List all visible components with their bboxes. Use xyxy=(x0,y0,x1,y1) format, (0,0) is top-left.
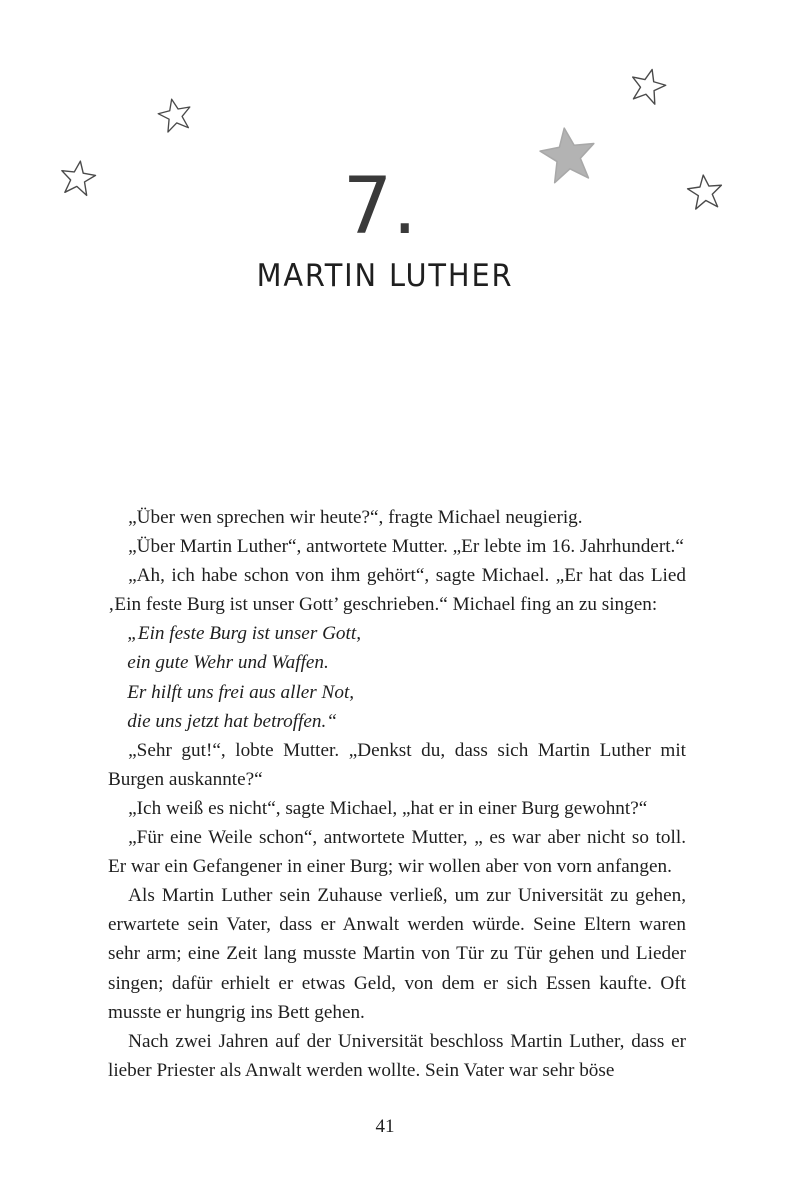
page-number: 41 xyxy=(375,1116,395,1137)
star-outline-icon xyxy=(156,96,194,134)
paragraph: „Sehr gut!“, lobte Mutter. „Denkst du, dass sich Martin Luther mit Burgen auskannte?“ xyxy=(108,739,686,790)
paragraph: Als Martin Luther sein Zuhause verließ, um zur Universität zu gehen, erwartete sein Vater, dass er Anwalt werden würde. Seine Eltern waren sehr arm; eine Zeit lang musste Martin von Tür zu Tür gehen und Lieder singen; dafür erhielt er etwas Geld, von dem er sich Essen kaufte. Oft musste er hungrig ins Bett gehen. xyxy=(108,885,686,1023)
chapter-number: 7. xyxy=(342,162,418,252)
paragraph: „Über Martin Luther“, antwortete Mutter. „Er lebte im 16. Jahrhundert.“ xyxy=(128,536,684,558)
song-verse-line: Er hilft uns frei aus aller Not, xyxy=(127,681,355,703)
paragraph: „Für eine Weile schon“, antwortete Mutter, „ es war aber nicht so toll. Er war ein Gefangener in einer Burg; wir wollen aber von vorn anfangen. xyxy=(108,827,686,878)
paragraph: Nach zwei Jahren auf der Universität beschloss Martin Luther, dass er lieber Priester als Anwalt werden wollte. Sein Vater war sehr böse xyxy=(108,1030,686,1081)
paragraph: „Über wen sprechen wir heute?“, fragte Michael neugierig. xyxy=(128,507,583,528)
star-outline-icon xyxy=(628,66,668,106)
chapter-title: MARTIN LUTHER xyxy=(256,258,514,294)
song-verse-line: „Ein feste Burg ist unser Gott, xyxy=(127,623,361,645)
chapter-body xyxy=(108,503,686,1085)
song-verse-line: ein gute Wehr und Waffen. xyxy=(127,652,329,674)
paragraph: „Ah, ich habe schon von ihm gehört“, sagte Michael. „Er hat das Lied ‚Ein feste Burg ist unser Gott’ geschrieben.“ Michael fing an zu singen: xyxy=(108,565,686,616)
song-verse-line: die uns jetzt hat betroffen.“ xyxy=(127,710,337,732)
paragraph: „Ich weiß es nicht“, sagte Michael, „hat er in einer Burg gewohnt?“ xyxy=(128,797,648,819)
